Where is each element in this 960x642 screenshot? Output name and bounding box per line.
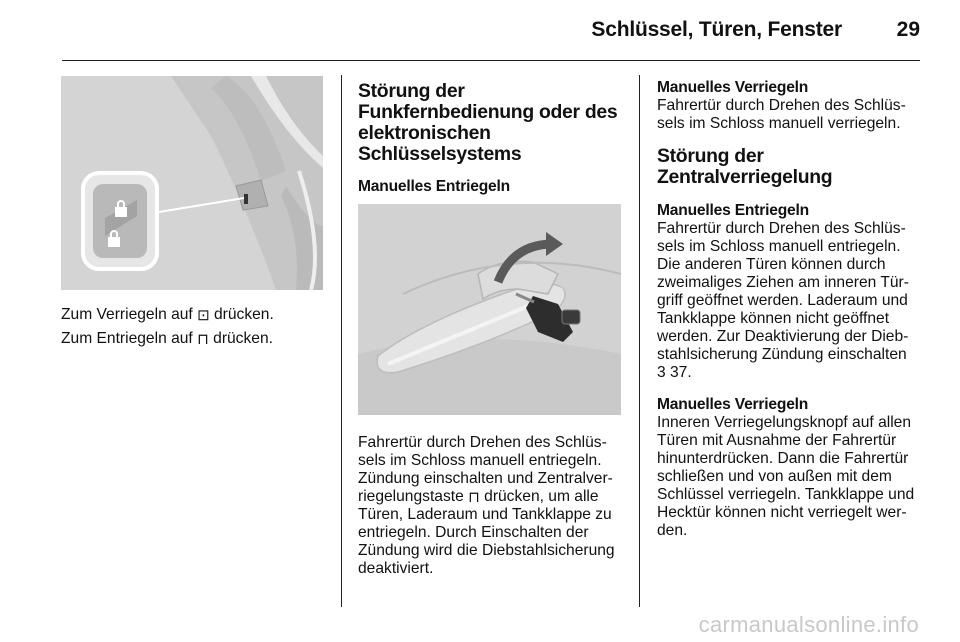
column-divider-1 [341,75,342,607]
column-1 [61,76,325,348]
manual-unlock-text-part2: drücken, um alle Türen, Laderaum und Tankklappe zu entriegeln. Durch Einschalten der Zündung wird die Diebstahlsicherung deaktiviert. [358,488,615,577]
page-title: Schlüssel, Türen, Fenster [591,18,842,41]
subheading-manual-unlock-2: Manuelles Entriegeln [657,202,809,219]
door-handle-key-drawing [358,204,621,415]
subheading-manual-lock-2: Manuelles Verriegeln [657,396,809,413]
section-heading-remote-fault: Störung der Funkfernbedienung oder des elektronischen Schlüsselsystems [358,80,618,165]
caption-lock [61,306,325,324]
caption-lock-text: Zum Verriegeln auf [61,306,198,323]
watermark: carmanualsonline.info [698,612,919,637]
door-handle-key-illustration [358,204,621,415]
subheading-manual-unlock: Manuelles Entriegeln [358,178,510,195]
page-number: 29 [896,18,920,41]
caption-lock-suffix: drücken. [209,306,274,323]
manual-unlock-text [358,434,628,578]
lock-open-icon: ⊓ [197,331,209,348]
manual-lock-text: Fahrertür durch Drehen des Schlüssels im Schloss manuell verriegeln. [657,97,906,132]
door-lock-switch-illustration [61,76,323,290]
column-3 [657,79,925,540]
caption-unlock [61,330,325,348]
section-heading-central-locking-fault: Störung der Zentralverriegelung [657,145,833,188]
page-reference-link[interactable]: 3 37. [657,364,692,381]
caption-unlock-text: Zum Entriegeln auf [61,330,198,347]
column-divider-2 [639,75,640,607]
header-rule [62,60,920,61]
manual-unlock-text-2-body: Fahrertür durch Drehen des Schlüssels im Schloss manuell entriegeln. Die anderen Türen können durch zweimaliges Ziehen am inneren Türgriff geöffnet werden. Laderaum und Tankklappe können nicht geöffnet werden. Zur Deaktivierung der Diebstahlsicherung Zündung einschalten [657,220,909,363]
manual-unlock-text-part1: Fahrertür durch Drehen des Schlüssels im Schloss manuell entriegeln. Zündung einschalten und Zentralverriegelungstaste [358,434,613,505]
column-2 [358,81,628,578]
door-lock-switch-drawing [61,76,323,290]
lock-closed-icon: ⊡ [197,307,210,324]
lock-open-icon: ⊓ [468,489,480,506]
manual-unlock-text-2 [657,220,925,382]
subheading-manual-lock: Manuelles Verriegeln [657,79,809,96]
caption-unlock-suffix: drücken. [208,330,273,347]
manual-lock-text-2: Inneren Verriegelungsknopf auf allen Türen mit Ausnahme der Fahrertür hinunterdrücken. Dann die Fahrertür schließen und von außen mit dem Schlüssel verriegeln. Tankklappe und Hecktür können nicht verriegelt werden. [657,414,915,539]
